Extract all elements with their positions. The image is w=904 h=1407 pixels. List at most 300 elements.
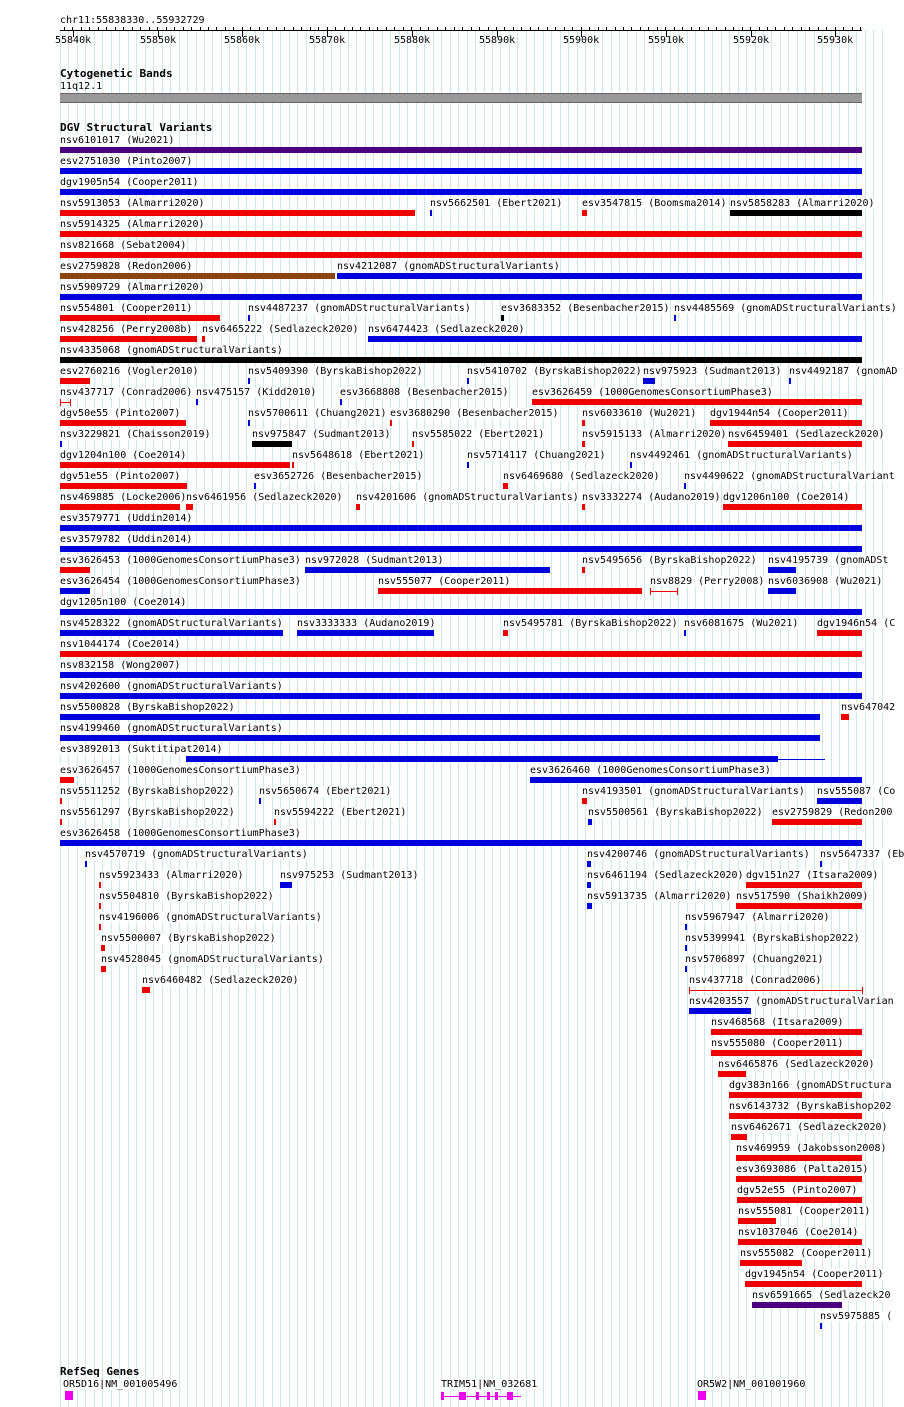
variant-end-cap bbox=[862, 987, 863, 994]
variant-label[interactable]: nsv437717 (Conrad2006) bbox=[60, 387, 193, 398]
variant-bar[interactable] bbox=[674, 315, 676, 321]
variant-bar[interactable] bbox=[248, 378, 250, 384]
variant-bar[interactable] bbox=[60, 609, 862, 615]
variant-bar[interactable] bbox=[60, 651, 862, 657]
variant-label[interactable]: esv3693086 (Palta2015) bbox=[736, 1164, 869, 1175]
gene-exon[interactable] bbox=[459, 1392, 466, 1400]
variant-bar[interactable] bbox=[280, 882, 292, 888]
ruler-minor-tick bbox=[386, 27, 387, 30]
variant-connector bbox=[778, 759, 825, 760]
variant-label[interactable]: nsv468568 (Itsara2009) bbox=[711, 1017, 844, 1028]
variant-label[interactable]: esv3626457 (1000GenomesConsortiumPhase3) bbox=[60, 765, 301, 776]
variant-label[interactable]: esv2760216 (Vogler2010) bbox=[60, 366, 199, 377]
variant-bar[interactable] bbox=[685, 945, 687, 951]
variant-label[interactable]: nsv5913735 (Almarri2020) bbox=[587, 891, 732, 902]
variant-label[interactable]: nsv4528045 (gnomADStructuralVariants) bbox=[101, 954, 324, 965]
variant-bar[interactable] bbox=[530, 777, 862, 783]
variant-bar[interactable] bbox=[430, 210, 432, 216]
variant-bar[interactable] bbox=[650, 591, 677, 592]
variant-bar[interactable] bbox=[60, 504, 180, 510]
variant-label[interactable]: nsv6143732 (ByrskaBishop202 bbox=[729, 1101, 892, 1112]
variant-bar[interactable] bbox=[729, 1113, 862, 1119]
variant-label[interactable]: esv3626459 (1000GenomesConsortiumPhase3) bbox=[532, 387, 773, 398]
variant-bar[interactable] bbox=[60, 798, 62, 804]
variant-label[interactable]: dgv151n27 (Itsara2009) bbox=[746, 870, 879, 881]
ruler-minor-tick bbox=[208, 27, 209, 30]
variant-bar[interactable] bbox=[730, 210, 862, 216]
ruler-tick-label: 55920k bbox=[733, 35, 770, 46]
variant-bar[interactable] bbox=[292, 462, 294, 468]
variant-label[interactable]: dgv52e55 (Pinto2007) bbox=[737, 1185, 858, 1196]
variant-bar[interactable] bbox=[746, 882, 862, 888]
variant-label[interactable]: esv3626454 (1000GenomesConsortiumPhase3) bbox=[60, 576, 301, 587]
variant-bar[interactable] bbox=[582, 441, 585, 447]
variant-bar[interactable] bbox=[60, 168, 862, 174]
variant-bar[interactable] bbox=[467, 462, 469, 468]
ruler-minor-tick bbox=[394, 27, 395, 30]
variant-label[interactable]: nsv3229821 (Chaisson2019) bbox=[60, 429, 211, 440]
variant-label[interactable]: dgv1205n100 (Coe2014) bbox=[60, 597, 187, 608]
variant-bar[interactable] bbox=[60, 189, 862, 195]
variant-bar[interactable] bbox=[738, 1218, 776, 1224]
variant-label[interactable]: nsv3333333 (Audano2019) bbox=[297, 618, 436, 629]
variant-label[interactable]: nsv555087 (Co bbox=[817, 786, 896, 797]
variant-bar[interactable] bbox=[248, 315, 250, 321]
variant-bar[interactable] bbox=[60, 336, 197, 342]
variant-bar[interactable] bbox=[685, 966, 687, 972]
variant-bar[interactable] bbox=[689, 990, 862, 991]
variant-label[interactable]: nsv5647337 (Eb bbox=[820, 849, 904, 860]
gene-exon[interactable] bbox=[495, 1392, 498, 1400]
variant-bar[interactable] bbox=[252, 441, 292, 447]
variant-bar[interactable] bbox=[99, 882, 101, 888]
variant-label[interactable]: dgv1905n54 (Cooper2011) bbox=[60, 177, 199, 188]
dgv-track-title: DGV Structural Variants bbox=[60, 121, 213, 134]
variant-bar[interactable] bbox=[582, 504, 585, 510]
gene-label[interactable]: OR5W2|NM_001001960 bbox=[697, 1379, 806, 1390]
gene-exon[interactable] bbox=[698, 1391, 706, 1400]
variant-label[interactable]: nsv4492187 (gnomAD bbox=[789, 366, 898, 377]
ruler-minor-tick bbox=[513, 27, 514, 30]
variant-label[interactable]: nsv5511252 (ByrskaBishop2022) bbox=[60, 786, 235, 797]
variant-label[interactable]: nsv5858283 (Almarri2020) bbox=[730, 198, 875, 209]
variant-bar[interactable] bbox=[736, 1176, 862, 1182]
variant-bar[interactable] bbox=[630, 462, 632, 468]
variant-bar[interactable] bbox=[752, 1302, 842, 1308]
variant-label[interactable]: esv2759829 (Redon200 bbox=[772, 807, 893, 818]
variant-bar[interactable] bbox=[85, 861, 87, 867]
variant-label[interactable]: esv2751030 (Pinto2007) bbox=[60, 156, 193, 167]
variant-label[interactable]: dgv50e55 (Pinto2007) bbox=[60, 408, 181, 419]
variant-bar[interactable] bbox=[60, 735, 820, 741]
variant-bar[interactable] bbox=[60, 315, 220, 321]
variant-label[interactable]: nsv555077 (Cooper2011) bbox=[378, 576, 511, 587]
variant-bar[interactable] bbox=[99, 903, 101, 909]
variant-bar[interactable] bbox=[337, 273, 862, 279]
variant-bar[interactable] bbox=[467, 378, 469, 384]
gene-exon[interactable] bbox=[476, 1392, 479, 1400]
variant-label[interactable]: dgv1946n54 (C bbox=[817, 618, 896, 629]
variant-label[interactable]: nsv428256 (Perry2008b) bbox=[60, 324, 193, 335]
variant-label[interactable]: esv2759828 (Redon2006) bbox=[60, 261, 193, 272]
ruler-minor-tick bbox=[826, 27, 827, 30]
ruler-minor-tick bbox=[437, 27, 438, 30]
ruler-minor-tick bbox=[445, 27, 446, 30]
region-label: chr11:55838330..55932729 bbox=[60, 15, 205, 26]
variant-label[interactable]: esv3626453 (1000GenomesConsortiumPhase3) bbox=[60, 555, 301, 566]
variant-bar[interactable] bbox=[711, 1050, 862, 1056]
ruler-minor-tick bbox=[64, 27, 65, 30]
variant-label[interactable]: nsv4335068 (gnomADStructuralVariants) bbox=[60, 345, 283, 356]
variant-bar[interactable] bbox=[737, 1197, 862, 1203]
ruler-minor-tick bbox=[860, 27, 861, 30]
ruler-minor-tick bbox=[682, 27, 683, 30]
variant-bar[interactable] bbox=[582, 567, 585, 573]
ruler-minor-tick bbox=[699, 27, 700, 30]
variant-bar[interactable] bbox=[60, 402, 70, 403]
ruler-minor-tick bbox=[479, 27, 480, 30]
variant-label[interactable]: nsv4200746 (gnomADStructuralVariants) bbox=[587, 849, 810, 860]
variant-bar[interactable] bbox=[60, 693, 862, 699]
variant-label[interactable]: esv3579782 (Uddin2014) bbox=[60, 534, 193, 545]
variant-label[interactable]: nsv554801 (Cooper2011) bbox=[60, 303, 193, 314]
variant-label[interactable]: esv3626460 (1000GenomesConsortiumPhase3) bbox=[530, 765, 771, 776]
variant-bar[interactable] bbox=[736, 903, 862, 909]
variant-label[interactable]: nsv5650674 (Ebert2021) bbox=[259, 786, 392, 797]
variant-bar[interactable] bbox=[186, 504, 193, 510]
variant-bar[interactable] bbox=[60, 273, 335, 279]
variant-label[interactable]: nsv5410702 (ByrskaBishop2022) bbox=[467, 366, 642, 377]
variant-label[interactable]: nsv6462671 (Sedlazeck2020) bbox=[731, 1122, 888, 1133]
variant-label[interactable]: nsv5399941 (ByrskaBishop2022) bbox=[685, 933, 860, 944]
ruler-minor-tick bbox=[843, 27, 844, 30]
variant-label[interactable]: nsv6465876 (Sedlazeck2020) bbox=[718, 1059, 875, 1070]
variant-label[interactable]: nsv555081 (Cooper2011) bbox=[738, 1206, 871, 1217]
ruler-minor-tick bbox=[140, 27, 141, 30]
variant-bar[interactable] bbox=[356, 504, 360, 510]
variant-label[interactable]: esv3683352 (Besenbacher2015) bbox=[501, 303, 670, 314]
variant-label[interactable]: nsv1044174 (Coe2014) bbox=[60, 639, 181, 650]
ruler-minor-tick bbox=[691, 27, 692, 30]
variant-bar[interactable] bbox=[60, 819, 62, 825]
ruler-minor-tick bbox=[598, 27, 599, 30]
variant-bar[interactable] bbox=[202, 336, 205, 342]
cytoband-track-title: Cytogenetic Bands bbox=[60, 67, 173, 80]
variant-bar[interactable] bbox=[820, 1323, 822, 1329]
variant-bar[interactable] bbox=[736, 1155, 862, 1161]
variant-bar[interactable] bbox=[248, 420, 250, 426]
ruler-tick-label: 55850k bbox=[140, 35, 177, 46]
variant-bar[interactable] bbox=[60, 147, 862, 153]
variant-label[interactable]: nsv6460482 (Sedlazeck2020) bbox=[142, 975, 299, 986]
variant-bar[interactable] bbox=[60, 231, 862, 237]
ruler-tick-label: 55870k bbox=[309, 35, 346, 46]
variant-bar[interactable] bbox=[711, 1029, 862, 1035]
variant-label[interactable]: nsv5495656 (ByrskaBishop2022) bbox=[582, 555, 757, 566]
variant-label[interactable]: nsv469959 (Jakobsson2008) bbox=[736, 1143, 887, 1154]
variant-bar[interactable] bbox=[60, 294, 862, 300]
ruler-minor-tick bbox=[301, 27, 302, 30]
ruler-minor-tick bbox=[852, 27, 853, 30]
variant-label[interactable]: nsv5706897 (Chuang2021) bbox=[685, 954, 824, 965]
variant-label[interactable]: nsv5504810 (ByrskaBishop2022) bbox=[99, 891, 274, 902]
ruler-minor-tick bbox=[775, 27, 776, 30]
gene-exon[interactable] bbox=[441, 1392, 444, 1400]
variant-bar[interactable] bbox=[685, 924, 687, 930]
ruler-minor-tick bbox=[183, 27, 184, 30]
variant-label[interactable]: nsv1037046 (Coe2014) bbox=[738, 1227, 859, 1238]
gene-exon[interactable] bbox=[507, 1392, 513, 1400]
ruler-minor-tick bbox=[352, 27, 353, 30]
variant-bar[interactable] bbox=[588, 819, 592, 825]
gene-exon[interactable] bbox=[487, 1392, 490, 1400]
ruler-minor-tick bbox=[767, 27, 768, 30]
variant-label[interactable]: nsv5500828 (ByrskaBishop2022) bbox=[60, 702, 235, 713]
variant-bar[interactable] bbox=[817, 798, 862, 804]
variant-label[interactable]: nsv5500007 (ByrskaBishop2022) bbox=[101, 933, 276, 944]
ruler-minor-tick bbox=[335, 27, 336, 30]
variant-label[interactable]: nsv6033610 (Wu2021) bbox=[582, 408, 697, 419]
gene-label[interactable]: TRIM51|NM_032681 bbox=[441, 1379, 538, 1390]
variant-bar[interactable] bbox=[60, 588, 90, 594]
variant-bar[interactable] bbox=[60, 630, 283, 636]
variant-label[interactable]: esv3579771 (Uddin2014) bbox=[60, 513, 193, 524]
variant-bar[interactable] bbox=[684, 483, 686, 489]
variant-bar[interactable] bbox=[368, 336, 862, 342]
variant-label[interactable]: esv3652726 (Besenbacher2015) bbox=[254, 471, 423, 482]
variant-bar[interactable] bbox=[789, 378, 791, 384]
variant-bar[interactable] bbox=[60, 567, 90, 573]
ruler-minor-tick bbox=[403, 27, 404, 30]
variant-label[interactable]: nsv6591665 (Sedlazeck20 bbox=[752, 1290, 891, 1301]
variant-bar[interactable] bbox=[60, 462, 290, 468]
variant-bar[interactable] bbox=[768, 567, 796, 573]
variant-bar[interactable] bbox=[582, 210, 587, 216]
ruler-minor-tick bbox=[809, 27, 810, 30]
variant-bar[interactable] bbox=[587, 903, 592, 909]
variant-label[interactable]: esv3892013 (Suktitipat2014) bbox=[60, 744, 223, 755]
ruler-minor-tick bbox=[615, 27, 616, 30]
variant-label[interactable]: dgv1944n54 (Cooper2011) bbox=[710, 408, 849, 419]
variant-bar[interactable] bbox=[710, 420, 862, 426]
variant-bar[interactable] bbox=[101, 945, 105, 951]
variant-bar[interactable] bbox=[60, 546, 862, 552]
variant-bar[interactable] bbox=[186, 756, 778, 762]
variant-bar[interactable] bbox=[60, 378, 90, 384]
variant-bar[interactable] bbox=[582, 798, 587, 804]
variant-label[interactable]: nsv5913053 (Almarri2020) bbox=[60, 198, 205, 209]
ruler-minor-tick bbox=[132, 27, 133, 30]
variant-label[interactable]: nsv975253 (Sudmant2013) bbox=[280, 870, 419, 881]
variant-bar[interactable] bbox=[841, 714, 849, 720]
variant-label[interactable]: nsv4203557 (gnomADStructuralVarian bbox=[689, 996, 894, 1007]
variant-label[interactable]: nsv4492461 (gnomADStructuralVariants) bbox=[630, 450, 853, 461]
variant-label[interactable]: nsv5662501 (Ebert2021) bbox=[430, 198, 563, 209]
variant-bar[interactable] bbox=[305, 567, 550, 573]
variant-bar[interactable] bbox=[729, 1092, 862, 1098]
variant-label[interactable]: esv3680290 (Besenbacher2015) bbox=[390, 408, 559, 419]
ruler-minor-tick bbox=[521, 27, 522, 30]
variant-label[interactable]: nsv517590 (Shaikh2009) bbox=[736, 891, 869, 902]
ruler-minor-tick bbox=[657, 27, 658, 30]
variant-label[interactable]: nsv4212087 (gnomADStructuralVariants) bbox=[337, 261, 560, 272]
variant-bar[interactable] bbox=[587, 882, 591, 888]
ruler-minor-tick bbox=[792, 27, 793, 30]
variant-label[interactable]: nsv5500561 (ByrskaBishop2022) bbox=[588, 807, 763, 818]
variant-bar[interactable] bbox=[60, 420, 186, 426]
variant-bar[interactable] bbox=[274, 819, 276, 825]
gene-label[interactable]: OR5D16|NM_001005496 bbox=[63, 1379, 178, 1390]
variant-label[interactable]: nsv4202600 (gnomADStructuralVariants) bbox=[60, 681, 283, 692]
variant-label[interactable]: nsv8829 (Perry2008) bbox=[650, 576, 765, 587]
variant-label[interactable]: dgv383n166 (gnomADStructura bbox=[729, 1080, 892, 1091]
variant-label[interactable]: nsv5923433 (Almarri2020) bbox=[99, 870, 244, 881]
ruler-minor-tick bbox=[538, 27, 539, 30]
variant-label[interactable]: nsv6474423 (Sedlazeck2020) bbox=[368, 324, 525, 335]
variant-bar[interactable] bbox=[378, 588, 642, 594]
variant-label[interactable]: esv3626458 (1000GenomesConsortiumPhase3) bbox=[60, 828, 301, 839]
variant-label[interactable]: nsv5585022 (Ebert2021) bbox=[412, 429, 545, 440]
variant-bar[interactable] bbox=[60, 357, 862, 363]
ruler-tick-label: 55890k bbox=[479, 35, 516, 46]
variant-label[interactable]: nsv5594222 (Ebert2021) bbox=[274, 807, 407, 818]
variant-label[interactable]: nsv5495781 (ByrskaBishop2022) bbox=[503, 618, 678, 629]
variant-bar[interactable] bbox=[60, 714, 820, 720]
variant-label[interactable]: nsv821668 (Sebat2004) bbox=[60, 240, 187, 251]
variant-bar[interactable] bbox=[60, 210, 415, 216]
variant-label[interactable]: nsv6101017 (Wu2021) bbox=[60, 135, 175, 146]
variant-label[interactable]: nsv3332274 (Audano2019) bbox=[582, 492, 721, 503]
variant-label[interactable]: nsv647042 bbox=[841, 702, 896, 713]
variant-label[interactable]: nsv5714117 (Chuang2021) bbox=[467, 450, 606, 461]
gene-exon[interactable] bbox=[65, 1391, 73, 1400]
variant-label[interactable]: nsv5648618 (Ebert2021) bbox=[292, 450, 425, 461]
variant-label[interactable]: nsv975847 (Sudmant2013) bbox=[252, 429, 391, 440]
variant-label[interactable]: esv3547815 (Boomsma2014) bbox=[582, 198, 727, 209]
variant-bar[interactable] bbox=[745, 1281, 862, 1287]
variant-bar[interactable] bbox=[728, 441, 862, 447]
variant-label[interactable]: nsv4485569 (gnomADStructuralVariants) bbox=[674, 303, 897, 314]
variant-bar[interactable] bbox=[60, 483, 187, 489]
ruler-minor-tick bbox=[462, 27, 463, 30]
variant-bar[interactable] bbox=[820, 861, 822, 867]
variant-label[interactable]: nsv4199460 (gnomADStructuralVariants) bbox=[60, 723, 283, 734]
variant-bar[interactable] bbox=[503, 630, 508, 636]
variant-bar[interactable] bbox=[723, 504, 862, 510]
variant-label[interactable]: nsv5409390 (ByrskaBishop2022) bbox=[248, 366, 423, 377]
variant-label[interactable]: nsv6469680 (Sedlazeck2020) bbox=[503, 471, 660, 482]
variant-bar[interactable] bbox=[259, 798, 261, 804]
variant-label[interactable]: nsv4487237 (gnomADStructuralVariants) bbox=[248, 303, 471, 314]
variant-bar[interactable] bbox=[196, 399, 198, 405]
variant-bar[interactable] bbox=[643, 378, 655, 384]
variant-bar[interactable] bbox=[501, 315, 504, 321]
ruler-minor-tick bbox=[589, 27, 590, 30]
variant-bar[interactable] bbox=[60, 441, 62, 447]
variant-label[interactable]: dgv51e55 (Pinto2007) bbox=[60, 471, 181, 482]
ruler-minor-tick bbox=[360, 27, 361, 30]
variant-bar[interactable] bbox=[740, 1260, 802, 1266]
variant-label[interactable]: nsv6461956 (Sedlazeck2020) bbox=[186, 492, 343, 503]
variant-label[interactable]: nsv5909729 (Almarri2020) bbox=[60, 282, 205, 293]
variant-label[interactable]: nsv4201606 (gnomADStructuralVariants) bbox=[356, 492, 579, 503]
variant-bar[interactable] bbox=[731, 1134, 747, 1140]
variant-label[interactable]: nsv555080 (Cooper2011) bbox=[711, 1038, 844, 1049]
variant-label[interactable]: nsv6461194 (Sedlazeck2020) bbox=[587, 870, 744, 881]
variant-label[interactable]: nsv5915133 (Almarri2020) bbox=[582, 429, 727, 440]
variant-bar[interactable] bbox=[817, 630, 862, 636]
variant-bar[interactable] bbox=[772, 819, 862, 825]
ruler-minor-tick bbox=[725, 27, 726, 30]
variant-label[interactable]: nsv6081675 (Wu2021) bbox=[684, 618, 799, 629]
variant-label[interactable]: nsv5700611 (Chuang2021) bbox=[248, 408, 387, 419]
variant-label[interactable]: nsv469885 (Locke2006) bbox=[60, 492, 187, 503]
variant-bar[interactable] bbox=[503, 483, 508, 489]
variant-label[interactable]: nsv4196006 (gnomADStructuralVariants) bbox=[99, 912, 322, 923]
variant-bar[interactable] bbox=[689, 1008, 751, 1014]
variant-bar[interactable] bbox=[340, 399, 342, 405]
variant-label[interactable]: dgv1945n54 (Cooper2011) bbox=[745, 1269, 884, 1280]
variant-bar[interactable] bbox=[684, 630, 686, 636]
variant-label[interactable]: dgv1204n100 (Coe2014) bbox=[60, 450, 187, 461]
grid-line bbox=[882, 30, 883, 1407]
variant-bar[interactable] bbox=[587, 861, 591, 867]
variant-label[interactable]: nsv475157 (Kidd2010) bbox=[196, 387, 317, 398]
variant-label[interactable]: nsv832158 (Wong2007) bbox=[60, 660, 181, 671]
variant-label[interactable]: nsv6036908 (Wu2021) bbox=[768, 576, 883, 587]
refseq-track-title: RefSeq Genes bbox=[60, 1365, 140, 1378]
variant-bar[interactable] bbox=[60, 252, 862, 258]
variant-label[interactable]: nsv555082 (Cooper2011) bbox=[740, 1248, 873, 1259]
variant-label[interactable]: nsv6459401 (Sedlazeck2020) bbox=[728, 429, 885, 440]
variant-label[interactable]: nsv5561297 (ByrskaBishop2022) bbox=[60, 807, 235, 818]
ruler-minor-tick bbox=[200, 27, 201, 30]
variant-label[interactable]: dgv1206n100 (Coe2014) bbox=[723, 492, 850, 503]
variant-bar[interactable] bbox=[390, 420, 392, 426]
variant-label[interactable]: nsv5975885 ( bbox=[820, 1311, 893, 1322]
variant-label[interactable]: nsv4195739 (gnomADSt bbox=[768, 555, 889, 566]
variant-label[interactable]: nsv975923 (Sudmant2013) bbox=[643, 366, 782, 377]
variant-bar[interactable] bbox=[254, 483, 256, 489]
variant-label[interactable]: nsv4490622 (gnomADStructuralVariant bbox=[684, 471, 895, 482]
cytoband-bar[interactable] bbox=[60, 93, 862, 103]
variant-bar[interactable] bbox=[297, 630, 434, 636]
variant-bar[interactable] bbox=[101, 966, 106, 972]
variant-label[interactable]: nsv972028 (Sudmant2013) bbox=[305, 555, 444, 566]
variant-bar[interactable] bbox=[718, 1071, 746, 1077]
variant-bar[interactable] bbox=[60, 840, 862, 846]
variant-label[interactable]: nsv6465222 (Sedlazeck2020) bbox=[202, 324, 359, 335]
variant-label[interactable]: nsv5967947 (Almarri2020) bbox=[685, 912, 830, 923]
variant-bar[interactable] bbox=[582, 420, 585, 426]
variant-label[interactable]: nsv437718 (Conrad2006) bbox=[689, 975, 822, 986]
variant-bar[interactable] bbox=[738, 1239, 862, 1245]
variant-label[interactable]: nsv4528322 (gnomADStructuralVariants) bbox=[60, 618, 283, 629]
variant-bar[interactable] bbox=[142, 987, 150, 993]
variant-bar[interactable] bbox=[768, 588, 796, 594]
variant-bar[interactable] bbox=[60, 525, 862, 531]
variant-label[interactable]: nsv4193501 (gnomADStructuralVariants) bbox=[582, 786, 805, 797]
variant-bar[interactable] bbox=[60, 672, 862, 678]
ruler-minor-tick bbox=[759, 27, 760, 30]
variant-label[interactable]: esv3668808 (Besenbacher2015) bbox=[340, 387, 509, 398]
variant-bar[interactable] bbox=[60, 777, 74, 783]
variant-label[interactable]: nsv5914325 (Almarri2020) bbox=[60, 219, 205, 230]
variant-label[interactable]: nsv4570719 (gnomADStructuralVariants) bbox=[85, 849, 308, 860]
variant-bar[interactable] bbox=[412, 441, 414, 447]
variant-bar[interactable] bbox=[532, 399, 862, 405]
variant-bar[interactable] bbox=[99, 924, 101, 930]
